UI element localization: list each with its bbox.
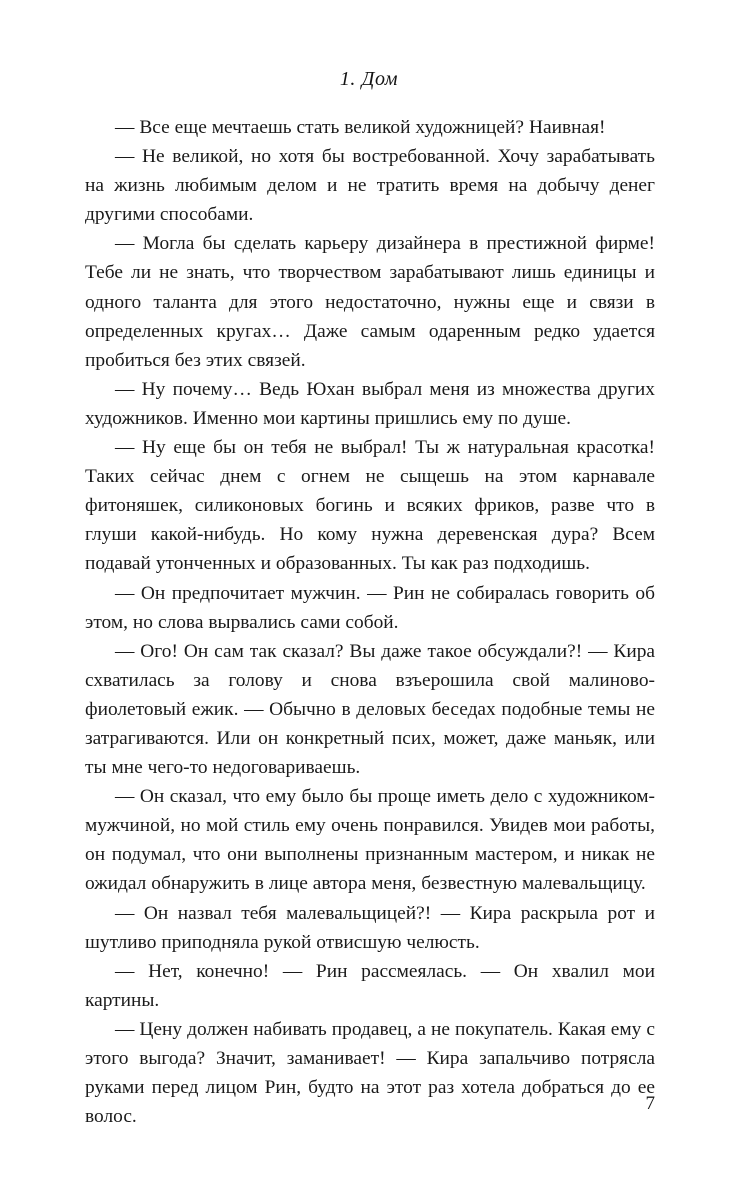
chapter-heading: 1. Дом xyxy=(339,68,399,90)
paragraph: — Он предпочитает мужчин. — Рин не собиралась говорить об этом, но слова вырвались сами собой. xyxy=(85,582,655,633)
paragraph: — Цену должен набивать продавец, а не покупатель. Какая ему с этого выгода? Значит, заманивает! — Кира запальчиво потрясла руками перед лицом Рин, будто на этот раз хотела добраться до ее волос. xyxy=(85,1018,655,1128)
paragraph: — Все еще мечтаешь стать великой художницей? Наивная! xyxy=(115,117,606,138)
paragraph: — Ого! Он сам так сказал? Вы даже такое обсуждали?! — Кира схватилась за голову и снова взъерошила свой малиново-фиолетовый ежик. — Обычно в деловых беседах подобные темы не затрагиваются. Или он конкретный псих, может, даже маньяк, или ты мне чего-то недоговариваешь. xyxy=(85,640,655,779)
page-number: 7 xyxy=(645,1093,655,1114)
paragraph: — Нет, конечно! — Рин рассмеялась. — Он хвалил мои картины. xyxy=(85,960,655,1011)
paragraph: — Могла бы сделать карьеру дизайнера в престижной фирме! Тебе ли не знать, что творчеством зарабатывают лишь единицы и одного таланта для этого недостаточно, нужны еще и связи в определенных кругах… Даже самым одаренным редко удается пробиться без этих связей. xyxy=(85,233,655,371)
paragraph: — Он сказал, что ему было бы проще иметь дело с художником-мужчиной, но мой стиль ему очень понравился. Увидев мои работы, он подумал, что они выполнены признанным мастером, и никак не ожидал обнаружить в лице автора меня, безвестную малевальщицу. xyxy=(85,786,655,895)
paragraph: — Он назвал тебя малевальщицей?! — Кира раскрыла рот и шутливо приподняла рукой отвисшую челюсть. xyxy=(85,902,655,953)
paragraph: — Не великой, но хотя бы востребованной. Хочу зарабатывать на жизнь любимым делом и не тратить время на добычу денег другими способами. xyxy=(85,146,655,226)
body-text-block xyxy=(85,113,655,1131)
paragraph: — Ну еще бы он тебя не выбрал! Ты ж натуральная красотка! Таких сейчас днем с огнем не сыщешь на этом карнавале фитоняшек, силиконовых богинь и всяких фриков, разве что в глуши какой-нибудь. Но кому нужна деревенская дура? Всем подавай утонченных и образованных. Ты как раз подходишь. xyxy=(85,437,655,575)
paragraph: — Ну почему… Ведь Юхан выбрал меня из множества других художников. Именно мои картины пришлись ему по душе. xyxy=(85,378,655,429)
